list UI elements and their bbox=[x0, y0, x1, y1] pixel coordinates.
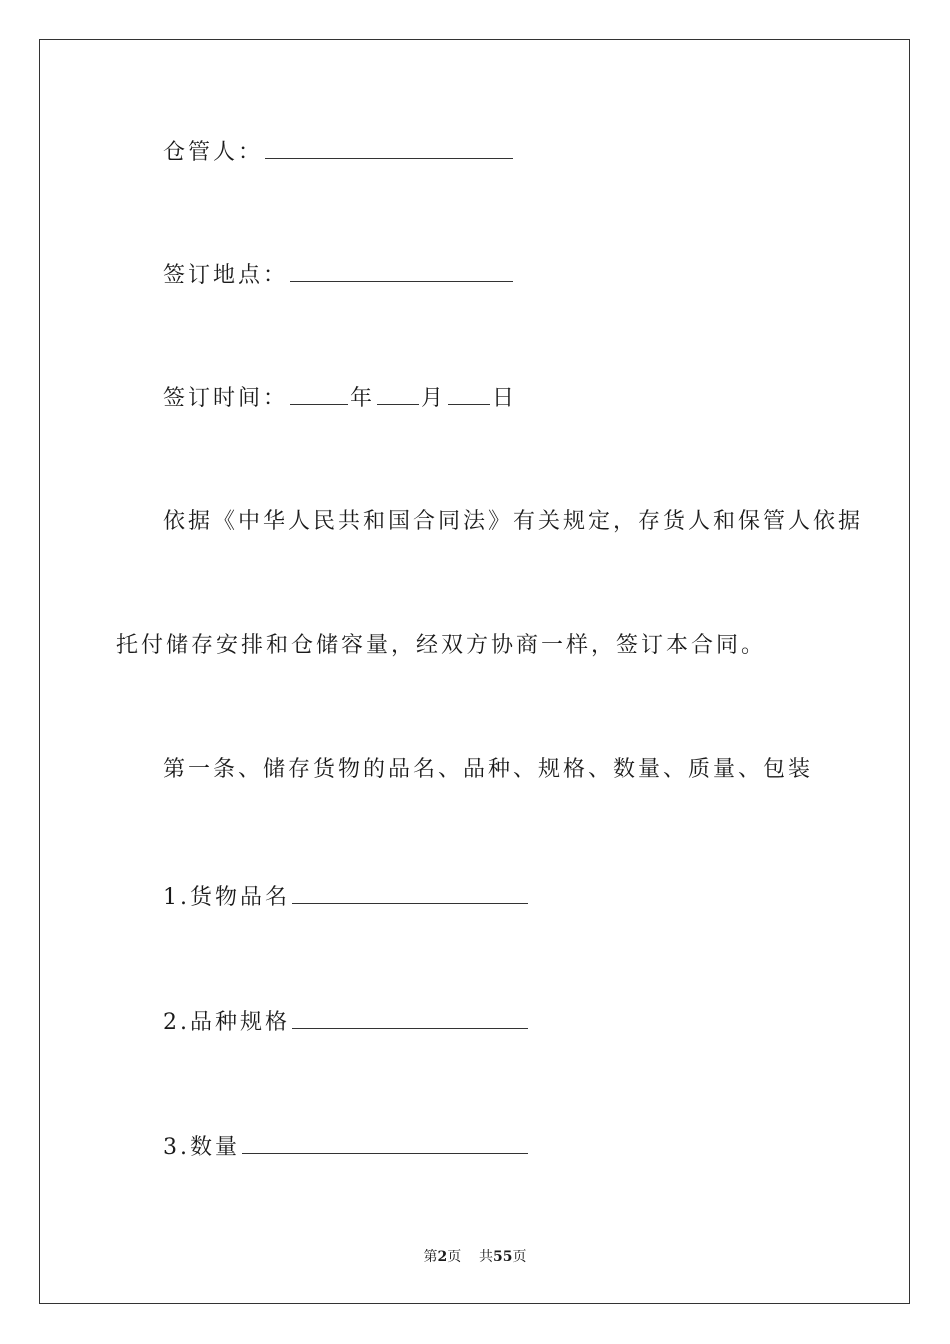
paragraph-line-1: 依据《中华人民共和国合同法》有关规定，存货人和保管人依据 bbox=[163, 509, 864, 534]
sign-time-line bbox=[163, 382, 517, 414]
sign-place-line bbox=[163, 259, 515, 291]
day-label: 日 bbox=[492, 386, 518, 411]
page-footer bbox=[0, 1247, 950, 1267]
item-3-blank[interactable] bbox=[242, 1131, 528, 1154]
keeper-label: 仓管人： bbox=[163, 140, 264, 165]
keeper-line bbox=[163, 136, 515, 168]
keeper-blank[interactable] bbox=[265, 136, 513, 159]
item-2-line bbox=[163, 1006, 530, 1038]
footer-page-number: 2 bbox=[437, 1249, 448, 1265]
footer-total-suffix: 页 bbox=[512, 1249, 527, 1265]
page-frame bbox=[39, 39, 910, 1304]
item-3-line bbox=[163, 1131, 530, 1163]
footer-total-number: 55 bbox=[493, 1249, 513, 1265]
item-1-line bbox=[163, 881, 530, 913]
sign-time-label: 签订时间： bbox=[163, 386, 289, 411]
paragraph-line-2: 托付储存安排和仓储容量，经双方协商一样，签订本合同。 bbox=[116, 633, 767, 658]
sign-place-label: 签订地点： bbox=[163, 263, 289, 288]
article-1-heading: 第一条、储存货物的品名、品种、规格、数量、质量、包装 bbox=[163, 757, 814, 782]
item-1-label: 1.货物品名 bbox=[163, 885, 290, 910]
footer-page-prefix: 第 bbox=[423, 1249, 438, 1265]
item-1-blank[interactable] bbox=[292, 881, 528, 904]
sign-place-blank[interactable] bbox=[290, 259, 513, 282]
item-2-blank[interactable] bbox=[292, 1006, 528, 1029]
month-label: 月 bbox=[421, 386, 447, 411]
item-2-label: 2.品种规格 bbox=[163, 1010, 290, 1035]
footer-total-prefix: 共 bbox=[479, 1249, 494, 1265]
year-blank[interactable] bbox=[290, 382, 348, 405]
month-blank[interactable] bbox=[377, 382, 419, 405]
day-blank[interactable] bbox=[448, 382, 490, 405]
item-3-label: 3.数量 bbox=[163, 1135, 240, 1160]
year-label: 年 bbox=[350, 386, 376, 411]
footer-page-suffix: 页 bbox=[447, 1249, 462, 1265]
